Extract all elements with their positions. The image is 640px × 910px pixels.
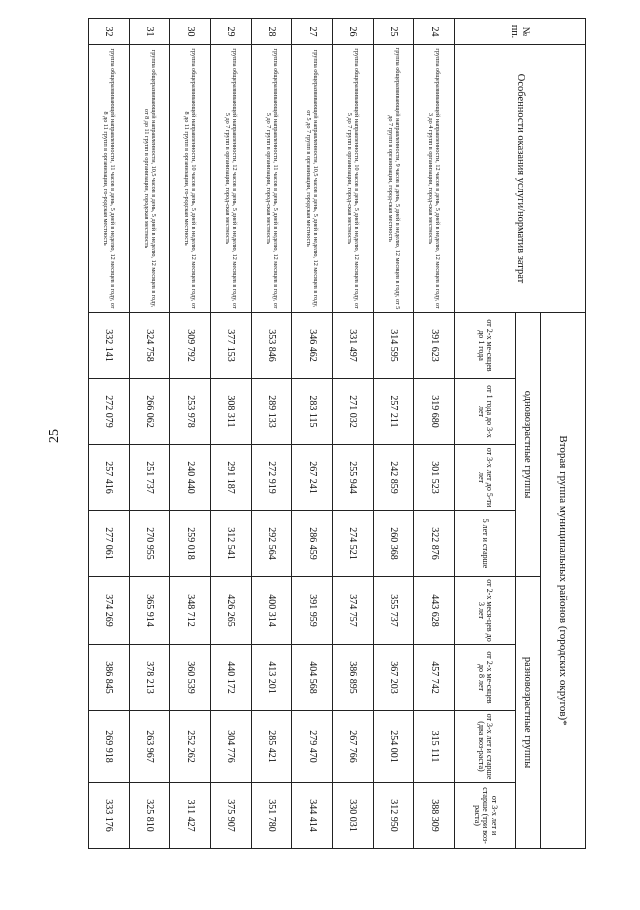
cost-value-cell: 257 211 bbox=[373, 379, 414, 445]
cost-value-cell: 272 919 bbox=[251, 445, 292, 511]
cost-value-cell: 251 737 bbox=[129, 445, 170, 511]
cost-value-cell: 377 153 bbox=[211, 313, 252, 379]
cost-value-cell: 304 776 bbox=[211, 711, 252, 783]
row-number: 29 bbox=[211, 19, 252, 45]
table-title: Вторая группа муниципальных районов (городских округов)* bbox=[541, 313, 586, 849]
cost-value-cell: 283 115 bbox=[292, 379, 333, 445]
cost-value-cell: 360 539 bbox=[170, 645, 211, 711]
column-header: от 2-х ме-сяцев до 8 лет bbox=[455, 645, 516, 711]
row-description: группа общеразвивающей направленности, 10,5 часов в день, 5 дней в неделю, 12 месяцев в году, от 5 до 7 групп в организации, городская местность bbox=[292, 45, 333, 313]
cost-value-cell: 386 845 bbox=[89, 645, 130, 711]
page-number: 25 bbox=[47, 429, 62, 443]
cost-value-cell: 269 918 bbox=[89, 711, 130, 783]
row-number: 24 bbox=[414, 19, 455, 45]
row-number: 28 bbox=[251, 19, 292, 45]
table-row bbox=[211, 19, 252, 849]
row-number: 31 bbox=[129, 19, 170, 45]
cost-value-cell: 260 368 bbox=[373, 511, 414, 577]
row-description: группа общеразвивающей направленности, 10 часов в день, 5 дней в неделю, 12 месяцев в году, от 8 до 11 групп в организации, го-родская местность bbox=[170, 45, 211, 313]
cost-value-cell: 346 462 bbox=[292, 313, 333, 379]
cost-value-cell: 344 414 bbox=[292, 783, 333, 849]
cost-value-cell: 457 742 bbox=[414, 645, 455, 711]
cost-value-cell: 332 141 bbox=[89, 313, 130, 379]
cost-value-cell: 331 497 bbox=[333, 313, 374, 379]
cost-value-cell: 257 416 bbox=[89, 445, 130, 511]
cost-value-cell: 292 564 bbox=[251, 511, 292, 577]
row-description: группа общеразвивающей направленности, 10 часов в день, 5 дней в неделю, 12 месяцев в году, от 5 до 7 групп в организации, город-ская местность bbox=[333, 45, 374, 313]
header-number: № пп. bbox=[455, 19, 586, 45]
cost-value-cell: 242 859 bbox=[373, 445, 414, 511]
row-number: 27 bbox=[292, 19, 333, 45]
cost-value-cell: 367 203 bbox=[373, 645, 414, 711]
cost-value-cell: 413 201 bbox=[251, 645, 292, 711]
cost-value-cell: 274 521 bbox=[333, 511, 374, 577]
cost-value-cell: 271 032 bbox=[333, 379, 374, 445]
group-mixed-age: разновозрастные группы bbox=[516, 577, 541, 849]
cost-value-cell: 386 895 bbox=[333, 645, 374, 711]
cost-value-cell: 286 459 bbox=[292, 511, 333, 577]
cost-value-cell: 285 421 bbox=[251, 711, 292, 783]
cost-value-cell: 374 269 bbox=[89, 577, 130, 645]
cost-value-cell: 322 876 bbox=[414, 511, 455, 577]
cost-value-cell: 263 967 bbox=[129, 711, 170, 783]
table-row bbox=[333, 19, 374, 849]
cost-value-cell: 270 955 bbox=[129, 511, 170, 577]
cost-value-cell: 325 810 bbox=[129, 783, 170, 849]
table-row bbox=[373, 19, 414, 849]
cost-value-cell: 277 061 bbox=[89, 511, 130, 577]
cost-value-cell: 259 018 bbox=[170, 511, 211, 577]
tariff-table bbox=[88, 18, 586, 849]
cost-value-cell: 266 062 bbox=[129, 379, 170, 445]
cost-value-cell: 375 907 bbox=[211, 783, 252, 849]
cost-value-cell: 312 541 bbox=[211, 511, 252, 577]
column-header: от 3-х лет до 5-ти лет bbox=[455, 445, 516, 511]
cost-value-cell: 255 944 bbox=[333, 445, 374, 511]
table-row bbox=[129, 19, 170, 849]
row-description: группа общеразвивающей направленности, 10,5 часов в день, 5 дней в неделю, 12 месяцев в году, от 8 до 11 групп в организации, городская местность bbox=[129, 45, 170, 313]
cost-value-cell: 267 241 bbox=[292, 445, 333, 511]
row-number: 30 bbox=[170, 19, 211, 45]
cost-value-cell: 267 766 bbox=[333, 711, 374, 783]
row-description: группа общеразвивающей направленности, 11 часов в день, 5 дней в неделю, 12 месяцев в году, от 8 до 11 групп в организации, го-родская местность bbox=[89, 45, 130, 313]
cost-value-cell: 440 172 bbox=[211, 645, 252, 711]
cost-value-cell: 311 427 bbox=[170, 783, 211, 849]
cost-value-cell: 388 309 bbox=[414, 783, 455, 849]
row-description: группа общеразвивающей направленности, 12 часов в день, 5 дней в неделю, 12 месяцев в году, от 5 до 7 групп в организации, город-ская местность bbox=[211, 45, 252, 313]
cost-value-cell: 391 959 bbox=[292, 577, 333, 645]
cost-value-cell: 253 978 bbox=[170, 379, 211, 445]
cost-value-cell: 272 079 bbox=[89, 379, 130, 445]
table-row bbox=[89, 19, 130, 849]
column-header: от 1 года до 3-х лет bbox=[455, 379, 516, 445]
cost-value-cell: 252 262 bbox=[170, 711, 211, 783]
row-number: 32 bbox=[89, 19, 130, 45]
cost-value-cell: 404 568 bbox=[292, 645, 333, 711]
column-header: от 3-х лет и старше (два воз-раста) bbox=[455, 711, 516, 783]
cost-value-cell: 400 314 bbox=[251, 577, 292, 645]
tariff-table-container bbox=[88, 18, 586, 848]
header-description: Особенности оказания услуги/норматив затрат bbox=[455, 45, 586, 313]
row-description: группа общеразвивающей направленности, 12 часов в день, 5 дней в неделю, 12 месяцев в году, от 3 до 4 групп в организации, город-ская местность bbox=[414, 45, 455, 313]
cost-value-cell: 289 133 bbox=[251, 379, 292, 445]
cost-value-cell: 443 628 bbox=[414, 577, 455, 645]
row-description: группа общеразвивающей направленности, 9 часов в день, 5 дней в неделю, 12 месяцев в году, от 5 до 7 групп в организации, город-ская местность bbox=[373, 45, 414, 313]
cost-value-cell: 378 213 bbox=[129, 645, 170, 711]
table-row bbox=[414, 19, 455, 849]
column-header: 5 лет и старше bbox=[455, 511, 516, 577]
cost-value-cell: 426 265 bbox=[211, 577, 252, 645]
group-single-age: одновозрастные группы bbox=[516, 313, 541, 577]
cost-value-cell: 351 780 bbox=[251, 783, 292, 849]
cost-value-cell: 353 846 bbox=[251, 313, 292, 379]
cost-value-cell: 309 792 bbox=[170, 313, 211, 379]
cost-value-cell: 315 111 bbox=[414, 711, 455, 783]
column-header: от 2-х ме-сяцев до 1 года bbox=[455, 313, 516, 379]
cost-value-cell: 240 440 bbox=[170, 445, 211, 511]
column-header: от 3-х лет и старше (три воз-раста) bbox=[455, 783, 516, 849]
row-number: 26 bbox=[333, 19, 374, 45]
cost-value-cell: 330 031 bbox=[333, 783, 374, 849]
row-number: 25 bbox=[373, 19, 414, 45]
row-description: группа общеразвивающей направленности, 11 часов в день, 5 дней в неделю, 12 месяцев в году, от 5 до 7 групп в организации, город-ская местность bbox=[251, 45, 292, 313]
cost-value-cell: 308 311 bbox=[211, 379, 252, 445]
cost-value-cell: 355 737 bbox=[373, 577, 414, 645]
cost-value-cell: 301 523 bbox=[414, 445, 455, 511]
cost-value-cell: 391 623 bbox=[414, 313, 455, 379]
cost-value-cell: 348 712 bbox=[170, 577, 211, 645]
cost-value-cell: 374 757 bbox=[333, 577, 374, 645]
cost-value-cell: 254 001 bbox=[373, 711, 414, 783]
table-row bbox=[251, 19, 292, 849]
cost-value-cell: 365 914 bbox=[129, 577, 170, 645]
cost-value-cell: 324 758 bbox=[129, 313, 170, 379]
cost-value-cell: 333 176 bbox=[89, 783, 130, 849]
cost-value-cell: 312 950 bbox=[373, 783, 414, 849]
table-row bbox=[292, 19, 333, 849]
cost-value-cell: 291 187 bbox=[211, 445, 252, 511]
cost-value-cell: 319 680 bbox=[414, 379, 455, 445]
cost-value-cell: 279 470 bbox=[292, 711, 333, 783]
column-header: от 2-х меся-цев до 3 лет bbox=[455, 577, 516, 645]
cost-value-cell: 314 595 bbox=[373, 313, 414, 379]
table-row bbox=[170, 19, 211, 849]
